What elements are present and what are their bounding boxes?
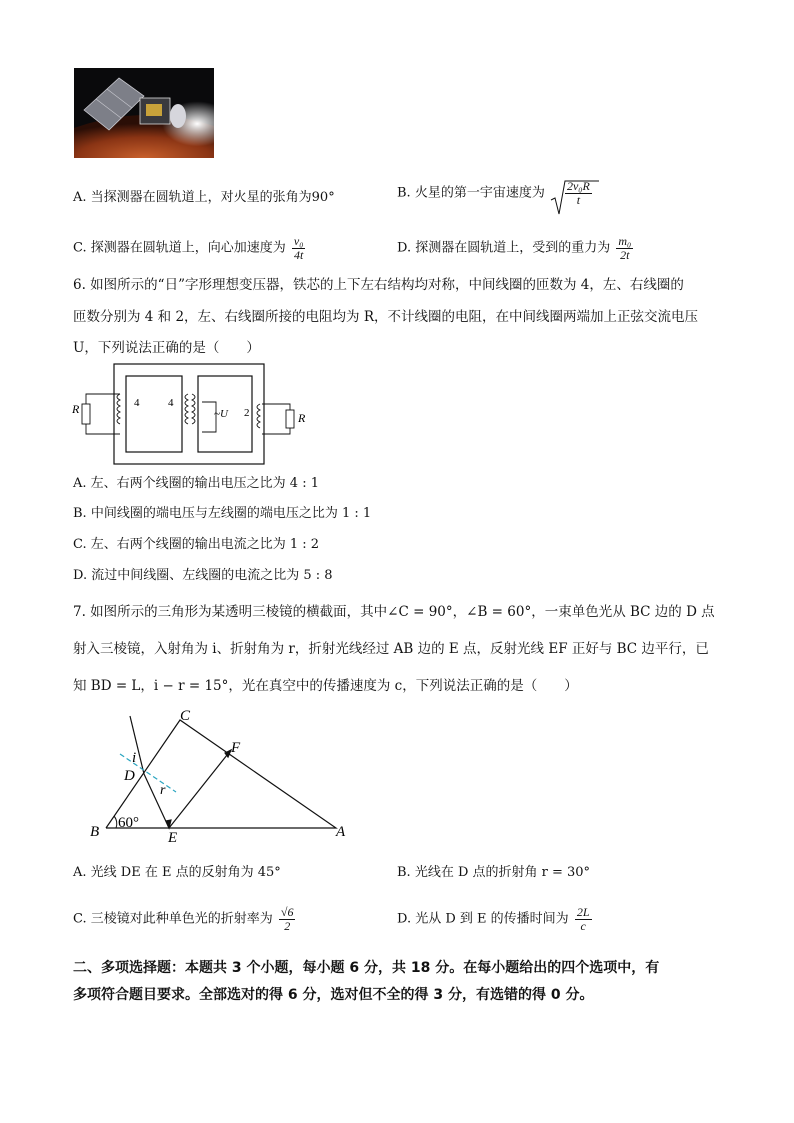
q7-d-numerator: 2L — [576, 905, 590, 919]
q5-c-numerator: v₀ — [293, 234, 304, 248]
q5-option-c[interactable] — [73, 235, 307, 262]
q6-option-b[interactable]: B. 中间线圈的端电压与左线圈的端电压之比为 1 : 1 — [73, 506, 372, 521]
fig7-label-e: E — [168, 830, 178, 844]
q5-c-denominator: 4t — [293, 248, 304, 262]
q7-option-d[interactable] — [397, 906, 594, 933]
section2-heading-line2: 多项符合题目要求。全部选对的得 6 分，选对但不全的得 3 分，有选错的得 0 分。 — [73, 987, 594, 1003]
sqrt-icon — [549, 180, 601, 216]
q5-option-d[interactable] — [397, 235, 635, 262]
q6-option-d[interactable]: D. 流过中间线圈、左线圈的电流之比为 5 : 8 — [73, 568, 333, 583]
q7-option-b[interactable]: B. 光线在 D 点的折射角 r = 30° — [397, 865, 591, 880]
prism-diagram — [86, 706, 356, 844]
fig7-label-b: B — [90, 824, 100, 840]
q7-stem-line1: 7. 如图所示的三角形为某透明三棱镜的横截面，其中∠C = 90°，∠B = 60°，一束单色光从 BC 边的 D 点 — [73, 604, 715, 620]
q5-b-denominator: t — [576, 193, 581, 207]
q5-option-d-text: D. 探测器在圆轨道上，受到的重力为 — [397, 240, 611, 256]
q5-option-a-text: A. 当探测器在圆轨道上，对火星的张角为90° — [73, 190, 335, 205]
q5-option-c-text: C. 探测器在圆轨道上，向心加速度为 — [73, 240, 286, 256]
section2-heading-line1: 二、多项选择题：本题共 3 个小题，每小题 6 分，共 18 分。在每小题给出的四个选项中，有 — [73, 960, 660, 976]
q5-d-denominator: 2t — [620, 248, 630, 262]
q7-d-denominator: c — [580, 919, 586, 933]
fig7-label-r: r — [160, 783, 166, 798]
fig7-label-f: F — [231, 740, 241, 756]
sqrt-expression — [549, 180, 594, 207]
fig6-source: ~U — [214, 408, 228, 420]
q6-stem-line1: 6. 如图所示的“日”字形理想变压器，铁芯的上下左右结构均对称，中间线圈的匝数为 4，左、右线圈的 — [73, 277, 684, 293]
fig7-label-a: A — [336, 824, 346, 840]
fig6-n-right: 2 — [244, 407, 250, 419]
q6-stem-line3: U，下列说法正确的是（ ） — [73, 340, 260, 356]
q5-option-a[interactable] — [73, 188, 335, 208]
fig7-angle: 60° — [118, 815, 139, 831]
q6-option-c[interactable]: C. 左、右两个线圈的输出电流之比为 1 : 2 — [73, 537, 320, 552]
fig7-label-d: D — [124, 768, 135, 784]
q5-option-b[interactable] — [397, 180, 594, 207]
fig6-r-right: R — [298, 411, 306, 425]
q5-b-numerator: 2v₀R — [566, 179, 590, 193]
q6-stem-line2: 匝数分别为 4 和 2，左、右线圈所接的电阻均为 R，不计线圈的电阻，在中间线圈两端加上正弦交流电压 — [73, 309, 699, 325]
mars-probe-photo — [74, 68, 214, 158]
q6-option-a[interactable]: A. 左、右两个线圈的输出电压之比为 4 : 1 — [73, 476, 319, 491]
fig6-n-mid: 4 — [168, 397, 174, 409]
fig7-label-i: i — [132, 750, 137, 766]
fig6-n-left: 4 — [134, 397, 140, 409]
transformer-diagram — [72, 362, 312, 468]
q7-option-d-text: D. 光从 D 到 E 的传播时间为 — [397, 911, 569, 927]
q7-c-numerator: √6 — [280, 905, 294, 919]
fig7-label-c: C — [180, 708, 191, 724]
q5-d-numerator: m₀ — [618, 234, 632, 248]
q7-option-c-text: C. 三棱镜对此种单色光的折射率为 — [73, 911, 273, 927]
fig6-r-left: R — [72, 402, 80, 416]
q7-stem-line3: 知 BD = L，i − r = 15°，光在真空中的传播速度为 c，下列说法正确的是（ ） — [73, 678, 578, 694]
q7-option-a[interactable]: A. 光线 DE 在 E 点的反射角为 45° — [73, 865, 281, 880]
q7-option-c[interactable] — [73, 906, 297, 933]
q7-c-denominator: 2 — [284, 919, 291, 933]
q5-option-b-text: B. 火星的第一宇宙速度为 — [397, 185, 545, 201]
q7-stem-line2: 射入三棱镜，入射角为 i、折射角为 r，折射光线经过 AB 边的 E 点，反射光线 EF 正好与 BC 边平行，已 — [73, 641, 709, 657]
